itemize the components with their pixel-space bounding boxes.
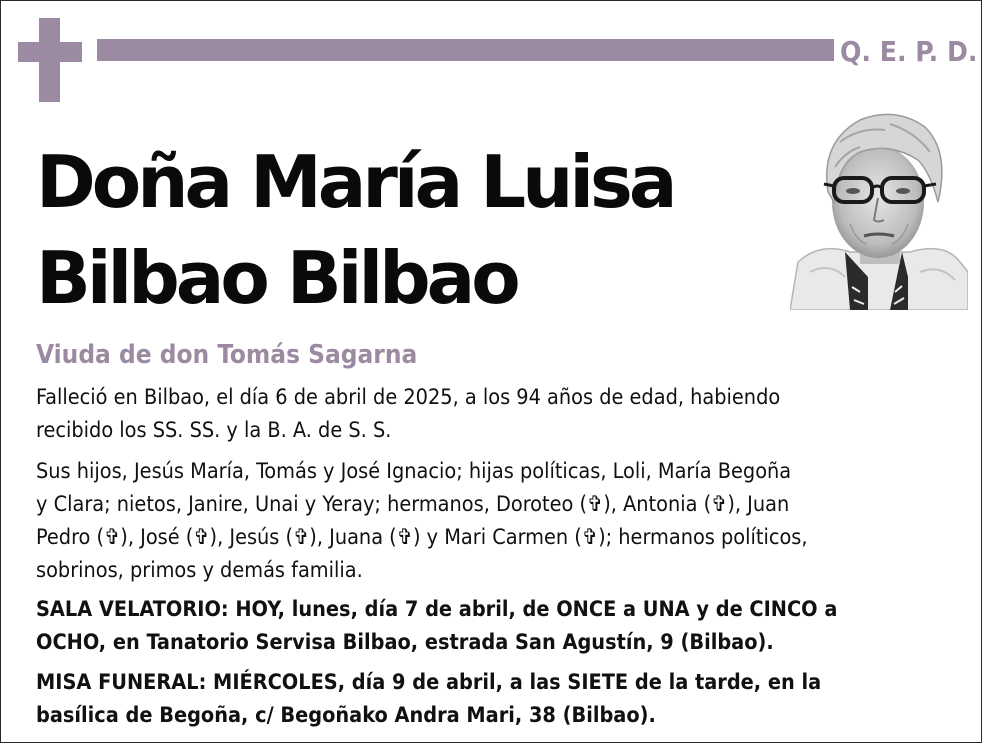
deceased-name-line-2: Bilbao Bilbao (36, 236, 517, 320)
widow-subtitle: Viuda de don Tomás Sagarna (36, 340, 418, 370)
death-notice-paragraph (36, 381, 954, 447)
funeral-line: basílica de Begoña, c/ Begoñako Andra Mari, 38 (Bilbao). (36, 703, 656, 728)
portrait-photo (790, 102, 968, 310)
cross-icon (18, 18, 82, 102)
qepd-label: Q. E. P. D. (840, 35, 978, 68)
death-notice-line: recibido los SS. SS. y la B. A. de S. S. (36, 418, 392, 443)
family-line: y Clara; nietos, Janire, Unai y Yeray; hermanos, Doroteo (✞), Antonia (✞), Juan (36, 492, 790, 517)
deceased-name-line-1: Doña María Luisa (36, 140, 674, 224)
wake-line: OCHO, en Tanatorio Servisa Bilbao, estrada San Agustín, 9 (Bilbao). (36, 630, 774, 655)
family-line: Sus hijos, Jesús María, Tomás y José Ignacio; hijas políticas, Loli, María Begoña (36, 459, 792, 484)
death-notice-line: Falleció en Bilbao, el día 6 de abril de 2025, a los 94 años de edad, habiendo (36, 385, 781, 410)
wake-paragraph (36, 593, 954, 659)
wake-line: SALA VELATORIO: HOY, lunes, día 7 de abril, de ONCE a UNA y de CINCO a (36, 597, 838, 622)
family-line: sobrinos, primos y demás familia. (36, 558, 363, 583)
family-paragraph (36, 455, 954, 587)
family-line: Pedro (✞), José (✞), Jesús (✞), Juana (✞) y Mari Carmen (✞); hermanos políticos, (36, 525, 808, 550)
funeral-paragraph (36, 666, 954, 732)
header-bar (97, 39, 834, 61)
funeral-line: MISA FUNERAL: MIÉRCOLES, día 9 de abril, a las SIETE de la tarde, en la (36, 670, 822, 695)
deceased-name (36, 134, 776, 326)
